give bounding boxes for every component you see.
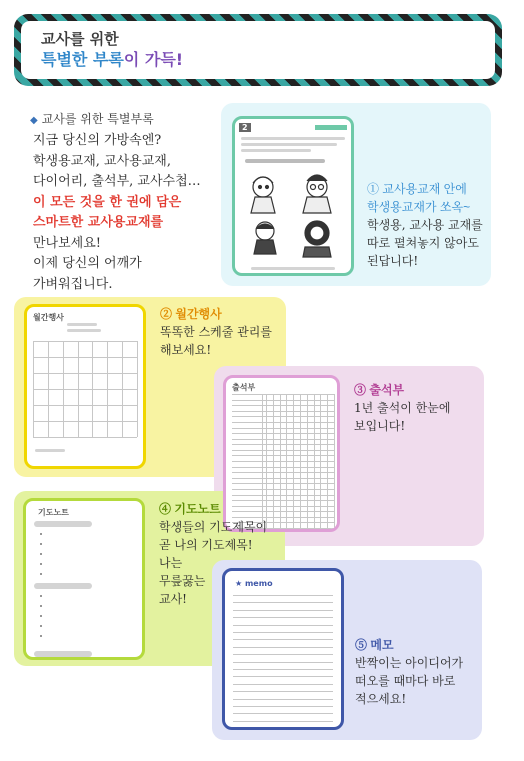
attendance-label: 출석부	[232, 383, 256, 392]
bullet-dot	[40, 595, 42, 597]
memo-ruled-line	[233, 713, 333, 714]
intro-line: 만나보세요!	[33, 235, 102, 251]
bullet-dot	[40, 533, 42, 535]
bullet-dot	[40, 625, 42, 627]
memo-ruled-line	[233, 639, 333, 640]
item4-title: ④ 기도노트	[159, 502, 221, 516]
item5-title: ⑤ 메모	[355, 638, 394, 652]
memo-ruled-line	[233, 669, 333, 670]
intro-line: 다이어리, 출석부, 교사수첩…	[33, 174, 201, 189]
bullet-dot	[40, 553, 42, 555]
item3-title: ③ 출석부	[354, 383, 405, 397]
attendance-grid-line	[232, 428, 334, 429]
memo-ruled-line	[233, 662, 333, 663]
memo-ruled-line	[233, 617, 333, 618]
title-banner	[14, 14, 502, 86]
attendance-grid-line	[232, 455, 334, 456]
memo-label: ★ memo	[235, 579, 273, 588]
banner-line1: 교사를 위한	[41, 30, 119, 48]
caption-memo	[355, 636, 463, 708]
bullet-dot	[40, 635, 42, 637]
attendance-grid-line	[232, 422, 334, 423]
intro-line: 가벼워집니다.	[33, 276, 113, 292]
monthly-label: 월간행사	[33, 313, 64, 322]
attendance-grid-line	[232, 495, 334, 496]
intro-line: 이제 당신의 어깨가	[33, 256, 142, 271]
item2-desc: 해보세요!	[160, 343, 212, 357]
textbook-page-preview	[232, 116, 354, 276]
section-title: 교사를 위한 특별부록	[41, 112, 154, 126]
memo-ruled-line	[233, 676, 333, 677]
item5-desc: 떠오를 때마다 바로	[355, 674, 456, 688]
attendance-grid-line	[232, 472, 334, 473]
page-label-bar	[315, 125, 347, 130]
bullet-dot	[40, 605, 42, 607]
prayer-label: 기도노트	[38, 508, 69, 517]
memo-ruled-line	[233, 706, 333, 707]
item4-desc: 곧 나의 기도제목!	[159, 538, 253, 552]
caption-teacher-book	[367, 180, 483, 270]
attendance-grid-line	[232, 400, 334, 401]
bullet-dot	[40, 563, 42, 565]
item1-desc: 된답니다!	[367, 254, 419, 268]
item4-desc: 학생들의 기도제목이	[159, 520, 268, 534]
memo-ruled-line	[233, 632, 333, 633]
cartoon-illustration-icon	[241, 167, 345, 263]
intro-highlight-line: 스마트한 교사용교재를	[33, 215, 164, 230]
attendance-grid-line	[232, 450, 334, 451]
attendance-grid-line	[232, 433, 334, 434]
monthly-calendar-preview	[24, 304, 146, 469]
attendance-grid-line	[232, 394, 334, 395]
intro-line: 학생용교재, 교사용교재,	[33, 153, 171, 169]
attendance-grid-line	[232, 405, 334, 406]
intro-line: 지금 당신의 가방속엔?	[33, 133, 162, 148]
calendar-grid-line	[33, 341, 137, 342]
memo-ruled-line	[233, 602, 333, 603]
memo-ruled-line	[233, 654, 333, 655]
memo-ruled-line	[233, 610, 333, 611]
diamond-bullet-icon: ◆	[30, 115, 38, 126]
page-number-badge: 2	[239, 123, 251, 132]
memo-ruled-line	[233, 647, 333, 648]
title-banner-inner	[21, 21, 495, 79]
item1-title: ① 교사용교재 안에	[367, 182, 467, 196]
item2-title: ② 월간행사	[160, 307, 222, 321]
memo-ruled-line	[233, 721, 333, 722]
calendar-grid-line	[137, 341, 138, 437]
memo-page-preview	[222, 568, 344, 730]
calendar-grid-line	[33, 437, 137, 438]
caption-attendance	[354, 381, 450, 435]
memo-ruled-line	[233, 691, 333, 692]
attendance-grid-line	[232, 483, 334, 484]
calendar-grid-line	[33, 373, 137, 374]
star-icon: ★	[235, 579, 243, 588]
memo-ruled-line	[233, 595, 333, 596]
item5-desc: 적으세요!	[355, 692, 407, 706]
bullet-dot	[40, 543, 42, 545]
prayer-note-preview	[23, 498, 145, 660]
calendar-grid-line	[33, 405, 137, 406]
calendar-grid-line	[33, 389, 137, 390]
attendance-grid-line	[334, 394, 335, 528]
attendance-grid-line	[232, 416, 334, 417]
calendar-grid-line	[33, 421, 137, 422]
banner-line2-b: 이 가득!	[123, 50, 184, 69]
item2-desc: 똑똑한 스케줄 관리를	[160, 325, 272, 339]
item1-desc: 따로 펼쳐놓지 않아도	[367, 236, 479, 250]
attendance-grid-line	[232, 439, 334, 440]
item4-desc: 교사!	[159, 592, 188, 606]
bullet-dot	[40, 573, 42, 575]
calendar-grid-line	[33, 357, 137, 358]
item3-desc: 보입니다!	[354, 419, 406, 433]
intro-highlight-line: 이 모든 것을 한 권에 담은	[33, 194, 182, 210]
intro-text	[33, 131, 201, 295]
item3-desc: 1년 출석이 한눈에	[354, 401, 451, 415]
memo-ruled-line	[233, 684, 333, 685]
banner-line2	[41, 49, 495, 71]
memo-ruled-line	[233, 699, 333, 700]
item4-desc: 무릎꿇는	[159, 574, 206, 588]
banner-line2-a: 특별한 부록	[41, 50, 124, 69]
item4-desc: 나는	[159, 556, 183, 570]
caption-monthly	[160, 305, 272, 359]
attendance-grid-line	[232, 461, 334, 462]
memo-ruled-line	[233, 625, 333, 626]
attendance-grid-line	[232, 489, 334, 490]
section-heading	[30, 110, 154, 127]
attendance-grid-line	[232, 478, 334, 479]
item1-title2: 학생용교재가 쏘옥~	[367, 200, 471, 214]
item1-desc: 학생용, 교사용 교재를	[367, 218, 483, 232]
attendance-grid-line	[232, 467, 334, 468]
bullet-dot	[40, 615, 42, 617]
attendance-grid-line	[232, 444, 334, 445]
item5-desc: 반짝이는 아이디어가	[355, 656, 464, 670]
attendance-grid-line	[232, 411, 334, 412]
